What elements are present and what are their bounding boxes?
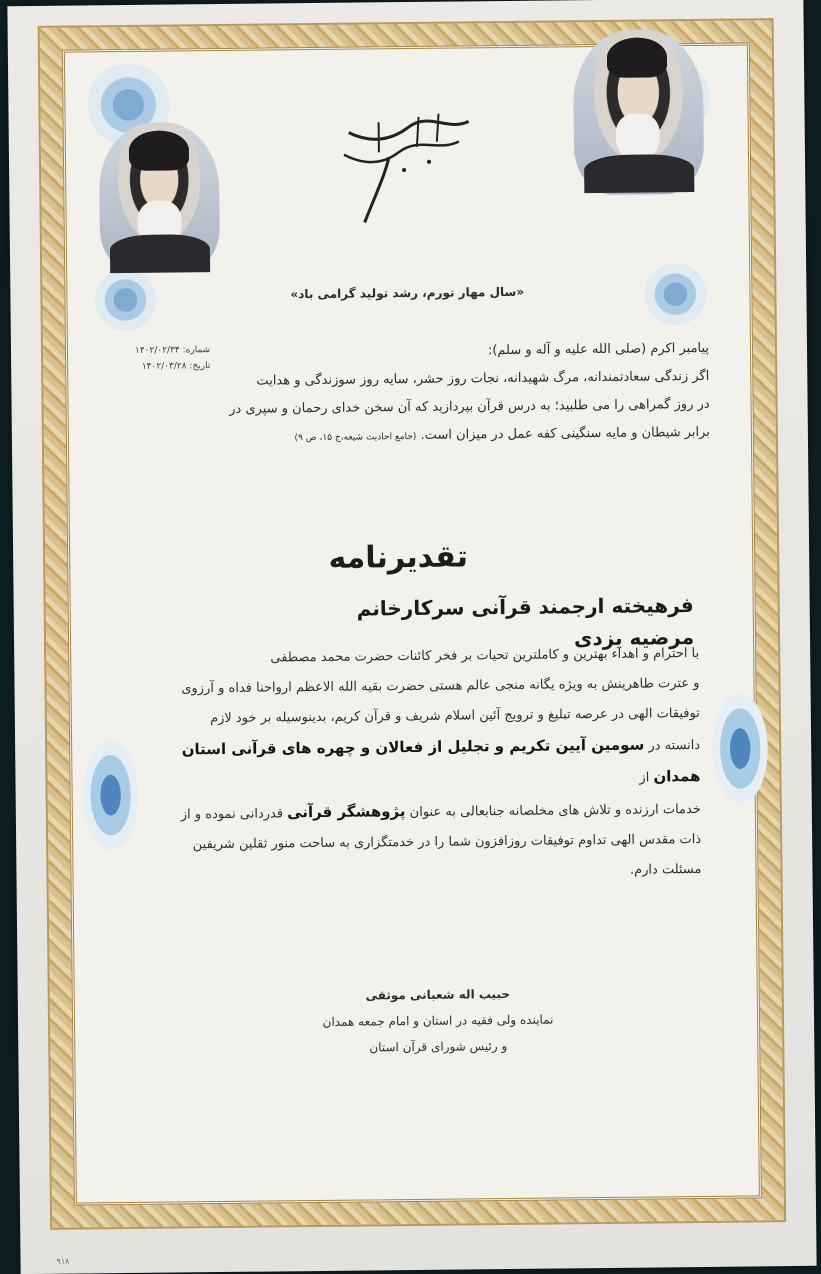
robe-shape [110, 234, 210, 273]
certificate-sheet [7, 0, 816, 1274]
body-line: ذات مقدس الهی تداوم توفیقات روزافزون شما را در خدمتگزاری به ساحت منور ثقلین شریفین [192, 831, 702, 853]
left-portrait [99, 122, 221, 273]
right-portrait [573, 29, 705, 195]
signatory-title: نماینده ولی فقیه در استان و امام جمعه همدان [322, 1012, 554, 1029]
event-name: سومین آیین تکریم و تجلیل از فعالان و چهره های قرآنی استان همدان [181, 735, 701, 786]
body-line-start: دانسته در [648, 737, 701, 754]
hadith-line: اگر زندگی سعادتمندانه، مرگ شهیدانه، نجات روز حشر، سایه روز سوزندگی و هدایت [256, 368, 710, 389]
hadith-line [140, 419, 710, 454]
hadith-source: (جامع احادیث شیعه،ج ۱۵، ص ۹) [294, 431, 417, 444]
robe-shape [584, 154, 694, 193]
body-line5-end: قدردانی نموده و از [180, 806, 284, 823]
signatory-title: و رئیس شورای قرآن استان [369, 1039, 508, 1055]
recipient-name: فرهیخته ارجمند قرآنی سرکارخانم مرضیه یزدی [356, 593, 695, 651]
hadith-line: پیامبر اکرم (صلی الله علیه و آله و سلم): [487, 340, 710, 359]
bismillah-calligraphy [328, 101, 479, 233]
body-line: با احترام و اهداء بهترین و کاملترین تحیات بر فخر کائنات حضرت محمد مصطفی [270, 645, 700, 666]
body-line: مسئلت دارم. [629, 861, 702, 878]
signature-block [288, 980, 589, 1061]
signatory-name: حبیب اله شعبانی موثقی [365, 986, 511, 1003]
hadith-line-text: برابر شیطان و مایه سنگینی کفه عمل در میزان است. [420, 424, 710, 443]
right-side-medallion [704, 678, 775, 819]
body-line [145, 729, 701, 799]
mid-right-ornament [630, 249, 721, 340]
body-line: توفیقات الهی در عرصه تبلیغ و ترویج آئین اسلام شریف و قرآن کریم، بدینوسیله بر خود لازم [209, 705, 700, 727]
recipient-role: پژوهشگر قرآنی [287, 802, 406, 822]
left-side-medallion [75, 725, 146, 866]
certificate-body [144, 639, 702, 891]
body-line: و عترت طاهرینش به ویژه یگانه منجی عالم هستی حضرت بقیه الله الاعظم ارواحنا فداه و آرزوی [181, 675, 700, 697]
hadith-line: در روز گمراهی را می طلبید؛ به درس قرآن بپردازید که آن سخن خدای رحمان و سپری در [229, 396, 710, 417]
certificate-title: تقدیرنامه [328, 539, 469, 576]
year-slogan: «سال مهار تورم، رشد تولید گرامی باد» [290, 284, 525, 302]
reference-date: تاریخ: ۱۴۰۲/۰۳/۲۸ [141, 361, 211, 372]
reference-number: شماره: ۱۴۰۲/۰۲/۳۴ [134, 345, 211, 356]
print-footer: ۹۱۸ [56, 1256, 70, 1266]
body-after-event: از [639, 770, 650, 786]
hadith-block [139, 335, 710, 454]
turban-shape [607, 37, 667, 78]
turban-shape [129, 130, 189, 171]
body-line5: خدمات ارزنده و تلاش های مخلصانه جنابعالی به عنوان [409, 801, 701, 821]
